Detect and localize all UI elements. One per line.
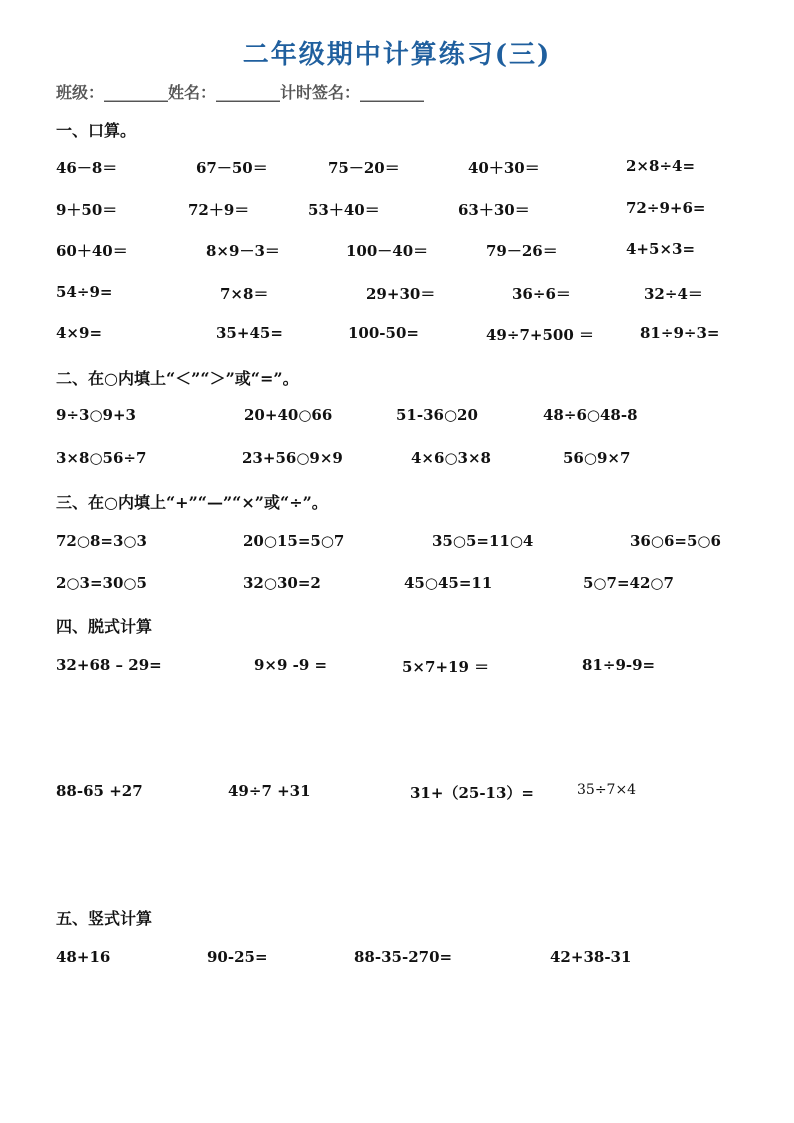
oral-problem: 36÷6＝ (512, 285, 571, 303)
stepwise-problem: 31+（25-13）= (410, 784, 534, 802)
oral-problem: 29+30＝ (366, 285, 436, 303)
oral-row-1 (0, 157, 794, 181)
oral-problem: 4×9= (56, 324, 103, 342)
stepwise-row-1 (0, 656, 794, 680)
oral-problem: 46－8＝ (56, 159, 118, 177)
oral-problem: 2×8÷4= (626, 157, 696, 175)
oral-problem: 54÷9= (56, 283, 113, 301)
operator-problem: 72○8=3○3 (56, 532, 147, 550)
section-operators-heading: 三、在○内填上“+”“—”“×”或“÷”。 (56, 493, 328, 512)
compare-problem: 3×8○56÷7 (56, 449, 147, 467)
operator-problem: 2○3=30○5 (56, 574, 147, 592)
oral-problem: 67－50＝ (196, 159, 268, 177)
vertical-problem: 42+38-31 (550, 948, 632, 966)
stepwise-problem: 88-65 +27 (56, 782, 143, 800)
oral-problem: 8×9－3＝ (206, 242, 280, 260)
compare-problem: 48÷6○48-8 (543, 406, 638, 424)
operator-problem: 20○15=5○7 (243, 532, 345, 550)
stepwise-problem: 35÷7×4 (577, 782, 637, 798)
compare-problem: 51-36○20 (396, 406, 478, 424)
oral-problem: 49÷7+500 ＝ (486, 326, 594, 344)
operator-problem: 35○5=11○4 (432, 532, 534, 550)
vertical-problem: 88-35-270= (354, 948, 453, 966)
operator-problem: 32○30=2 (243, 574, 321, 592)
oral-problem: 35+45= (216, 324, 283, 342)
compare-problem: 4×6○3×8 (411, 449, 491, 467)
compare-row-2 (0, 449, 794, 473)
oral-problem: 40＋30＝ (468, 159, 540, 177)
compare-problem: 20+40○66 (244, 406, 333, 424)
oral-problem: 4+5×3= (626, 240, 696, 258)
operator-problem: 45○45=11 (404, 574, 493, 592)
compare-problem: 9÷3○9+3 (56, 406, 136, 424)
oral-problem: 72＋9＝ (188, 201, 250, 219)
stepwise-problem: 49÷7 +31 (228, 782, 311, 800)
stepwise-problem: 81÷9-9= (582, 656, 656, 674)
oral-problem: 32÷4＝ (644, 285, 703, 303)
oral-problem: 79－26＝ (486, 242, 558, 260)
stepwise-problem: 5×7+19 ＝ (402, 658, 490, 676)
oral-row-3 (0, 240, 794, 264)
oral-problem: 53＋40＝ (308, 201, 380, 219)
operators-row-1 (0, 532, 794, 556)
oral-problem: 63＋30＝ (458, 201, 530, 219)
section-vertical-heading: 五、竖式计算 (56, 909, 153, 928)
operator-problem: 5○7=42○7 (583, 574, 674, 592)
oral-problem: 7×8＝ (220, 285, 269, 303)
compare-row-1 (0, 406, 794, 430)
section-stepwise-heading: 四、脱式计算 (56, 617, 153, 636)
vertical-problem: 90-25= (207, 948, 268, 966)
student-info-line: 班级：________姓名：________计时签名：________ (56, 83, 425, 102)
compare-problem: 56○9×7 (563, 449, 631, 467)
oral-row-5 (0, 324, 794, 348)
operator-problem: 36○6=5○6 (630, 532, 721, 550)
oral-problem: 100－40＝ (346, 242, 429, 260)
vertical-problem: 48+16 (56, 948, 111, 966)
page-title: 二年级期中计算练习(三) (242, 40, 552, 70)
stepwise-problem: 32+68 – 29= (56, 656, 162, 674)
compare-problem: 23+56○9×9 (242, 449, 343, 467)
section-oral-heading: 一、口算。 (56, 121, 137, 140)
oral-problem: 9＋50＝ (56, 201, 118, 219)
oral-row-2 (0, 199, 794, 223)
stepwise-row-2 (0, 782, 794, 806)
vertical-row-1 (0, 948, 794, 972)
oral-problem: 81÷9÷3= (640, 324, 720, 342)
oral-problem: 72÷9+6= (626, 199, 706, 217)
oral-row-4 (0, 283, 794, 307)
oral-problem: 60＋40＝ (56, 242, 128, 260)
operators-row-2 (0, 574, 794, 598)
oral-problem: 100-50= (348, 324, 419, 342)
section-compare-heading: 二、在○内填上“＜”“＞”或“=”。 (56, 369, 299, 388)
oral-problem: 75－20＝ (328, 159, 400, 177)
stepwise-problem: 9×9 -9 = (254, 656, 328, 674)
